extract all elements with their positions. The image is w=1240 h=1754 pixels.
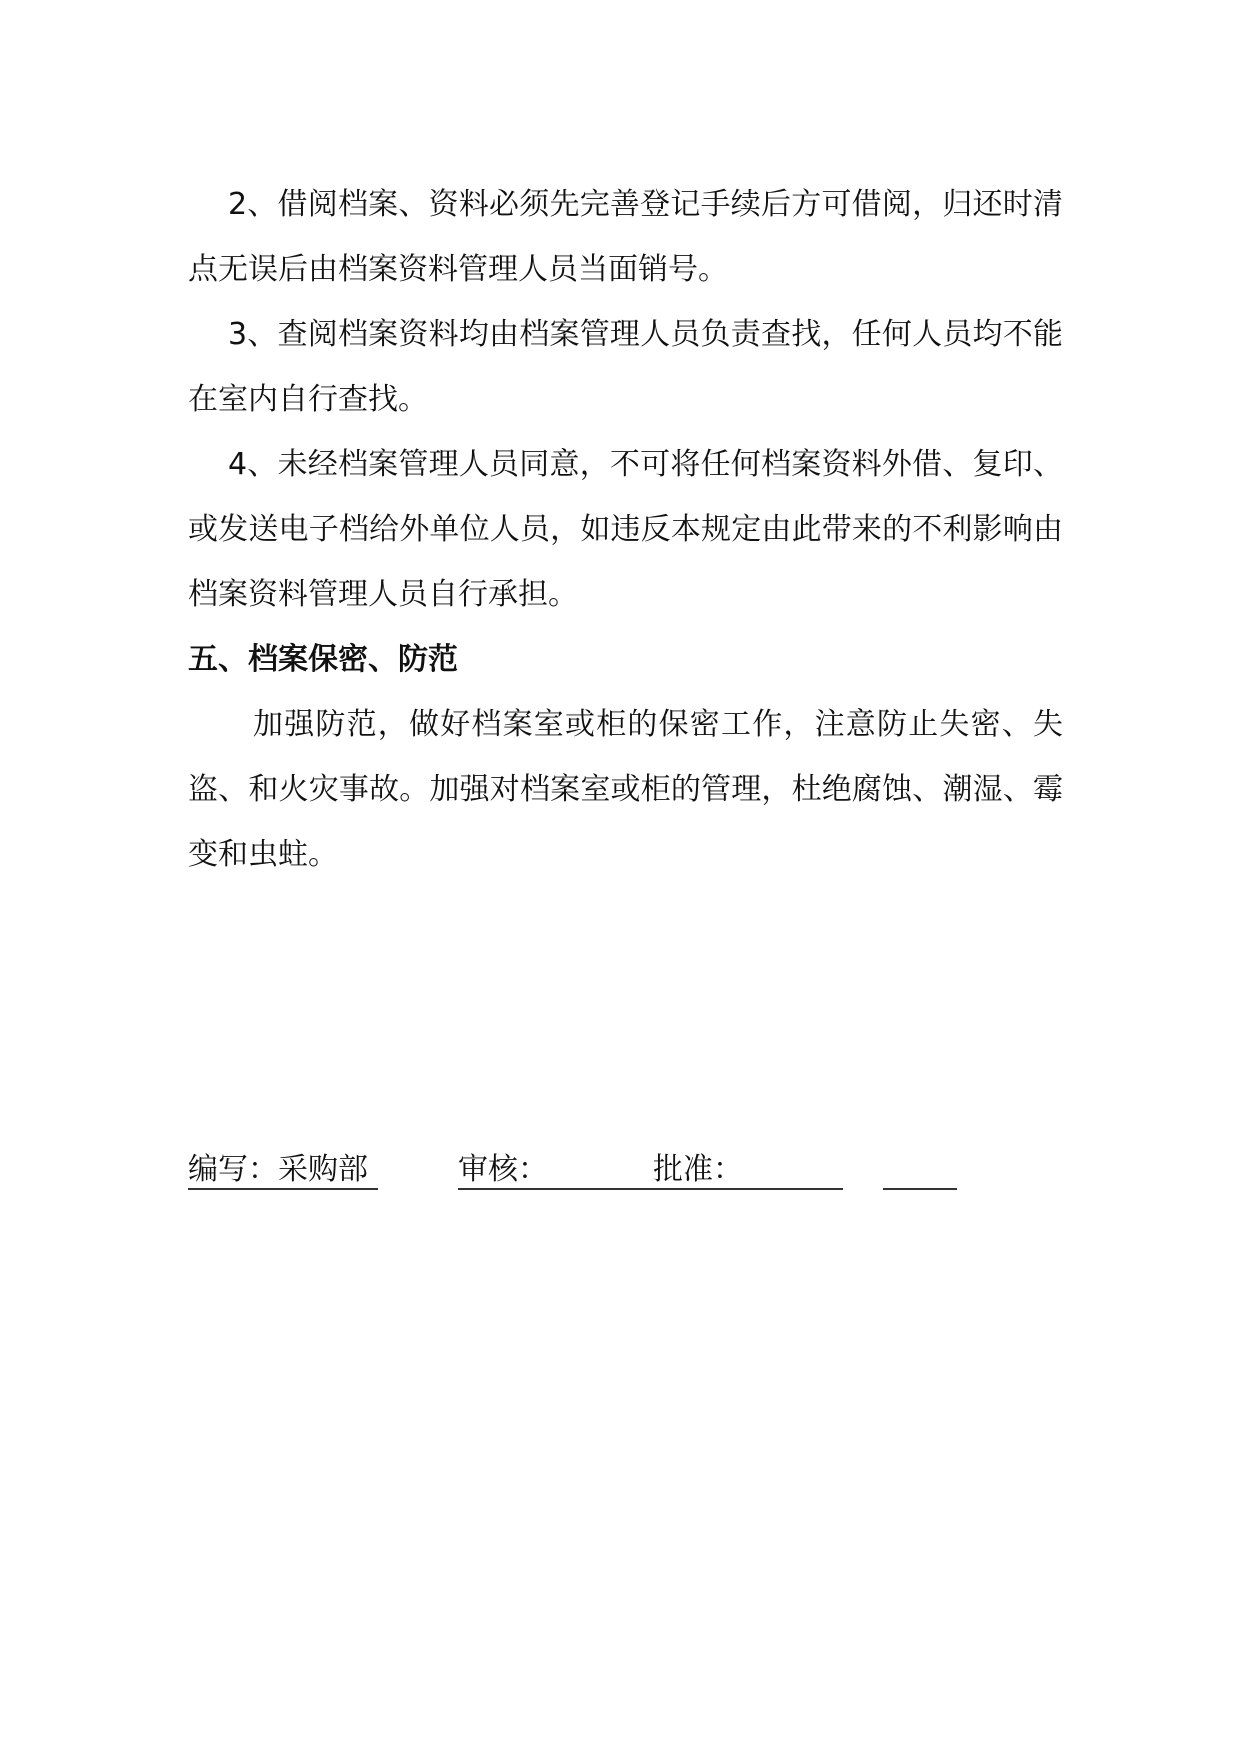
paragraph-item-3: 3、查阅档案资料均由档案管理人员负责查找，任何人员均不能在室内自行查找。 <box>188 317 1063 417</box>
section-heading: 五、档案保密、防范 <box>188 642 458 677</box>
signature-block <box>188 1150 988 1190</box>
signature-underline <box>883 1188 957 1190</box>
section-paragraph: 加强防范，做好档案室或柜的保密工作，注意防止失密、失盗、和火灾事故。加强对档案室或柜的管理，杜绝腐蚀、潮湿、霉变和虫蛀。 <box>188 707 1063 872</box>
approver-label: 批准： <box>653 1152 743 1187</box>
paragraph-item-2: 2、借阅档案、资料必须先完善登记手续后方可借阅，归还时清点无误后由档案资料管理人员当面销号。 <box>188 187 1063 287</box>
paragraph-item-4: 4、未经档案管理人员同意，不可将任何档案资料外借、复印、或发送电子档给外单位人员，如违反本规定由此带来的不利影响由档案资料管理人员自行承担。 <box>188 447 1063 612</box>
author-label: 编写：采购部 <box>188 1152 368 1187</box>
reviewer-underline <box>458 1188 653 1190</box>
document-body <box>188 172 1063 887</box>
reviewer-label: 审核： <box>458 1152 548 1187</box>
approver-underline <box>653 1188 843 1190</box>
author-underline <box>188 1188 378 1190</box>
